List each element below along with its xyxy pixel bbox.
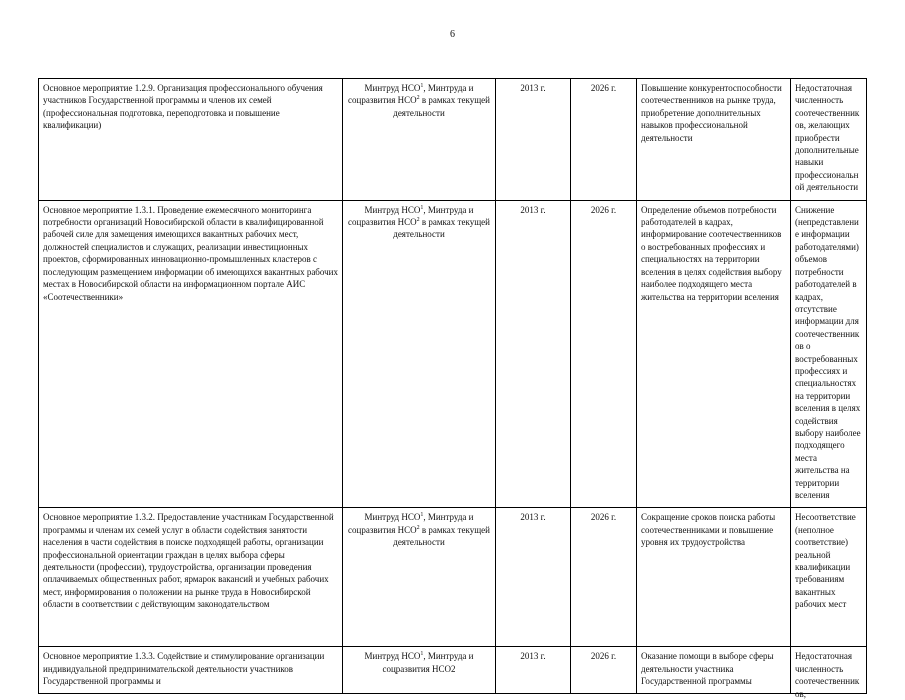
footnote-mark: 1: [420, 204, 424, 211]
risk-text: Недостаточная численность соотечественников,: [795, 651, 860, 699]
executor-cell: [343, 647, 496, 694]
executor-text: в рамках текущей деятельности: [393, 217, 490, 240]
footnote-mark: 1: [420, 512, 424, 519]
executor-text: , Минтруда и соцразвития НСО: [348, 83, 474, 106]
risk-cell: Недостаточная численность соотечественников, желающих приобрести дополнительные навыки профессиональной деятельности: [791, 79, 867, 201]
risk-cell: Снижение (непредставление информации работодателями) объемов потребности работодателей в кадрах, отсутствие информации для соотечественников о востребованных профессиях и специальностях на территории вселения в целях содействия выбору наиболее подходящего места жительства на территории вселения: [791, 200, 867, 508]
end-year-cell: 2026 г.: [571, 200, 637, 508]
executor-text: Минтруд НСО: [364, 512, 421, 523]
footnote-mark: 2: [416, 524, 420, 531]
executor-cell: [343, 508, 496, 647]
event-cell: Основное мероприятие 1.2.9. Организация профессионального обучения участников Государственной программы и членов их семей (профессиональная подготовка, переподготовка и повышение квалификации): [39, 79, 343, 201]
event-cell: Основное мероприятие 1.3.2. Предоставление участникам Государственной программы и членам их семей услуг в области содействия занятости населения в части содействия в поиске подходящей работы, организации профессиональной ориентации граждан в целях выбора сферы деятельности (профессии), трудоустройства, организации проведения оплачиваемых общественных работ, ярмарок вакансий и учебных рабочих мест, информирования о положении на рынке труда в Новосибирской области в соответствии с действующим законодательством: [39, 508, 343, 647]
end-year-cell: 2026 г.: [571, 79, 637, 201]
expected-result-cell: [637, 647, 791, 694]
footnote-mark: 1: [420, 651, 424, 658]
executor-text: , Минтруда и соцразвития НСО: [348, 512, 474, 535]
risk-cell: Несоответствие (неполное соответствие) реальной квалификации требованиям вакантных рабочих мест: [791, 508, 867, 647]
end-year-cell: 2026 г.: [571, 508, 637, 647]
footnote-mark: 2: [416, 217, 420, 224]
start-year-cell: 2013 г.: [496, 508, 571, 647]
start-year-cell: 2013 г.: [496, 647, 571, 694]
result-text: Оказание помощи в выборе сферы деятельности участника Государственной программы: [641, 651, 774, 687]
event-text: Основное мероприятие 1.3.3. Содействие и стимулирование организации индивидуальной предпринимательской деятельности участников Государственной программы и: [43, 651, 325, 687]
footnote-mark: 2: [416, 95, 420, 102]
event-cell: [39, 647, 343, 694]
executor-cell: [343, 200, 496, 508]
table-row: [39, 200, 867, 508]
end-year-cell: 2026 г.: [571, 647, 637, 694]
executor-text: Минтруд НСО: [364, 204, 421, 215]
program-events-table: [38, 78, 867, 699]
footnote-mark: 1: [420, 83, 424, 89]
executor-text: Минтруд НСО: [364, 83, 421, 93]
executor-text: , Минтруда и соцразвития НСО: [348, 204, 474, 228]
start-year-cell: 2013 г.: [496, 79, 571, 201]
executor-cell: [343, 79, 496, 201]
table-row: [39, 508, 867, 647]
risk-cell: [791, 647, 867, 699]
executor-text: , Минтруда и соцразвития НСО2: [382, 651, 474, 674]
executor-text-wrap: [347, 650, 491, 687]
expected-result-cell: Повышение конкурентоспособности соотечественников на рынке труда, приобретение дополнительных навыков профессиональной деятельности: [637, 79, 791, 201]
page-number: 6: [450, 29, 455, 40]
table-row: [39, 647, 867, 694]
executor-text: в рамках текущей деятельности: [393, 95, 490, 118]
table-row: [39, 79, 867, 201]
executor-text: Минтруд НСО: [364, 651, 421, 662]
event-cell: Основное мероприятие 1.3.1. Проведение ежемесячного мониторинга потребности организаций Новосибирской области в квалифицированной рабочей силе для замещения имеющихся вакантных рабочих мест, должностей специалистов и служащих, реализации инвестиционных проектов, сформированных инновационно-промышленных кластеров с последующим размещением информации об имеющихся вакантных рабочих местах в Новосибирской области на информационном портале АИС «Соотечественники»: [39, 200, 343, 508]
executor-text: в рамках текущей деятельности: [393, 524, 490, 548]
expected-result-cell: Определение объемов потребности работодателей в кадрах, информирование соотечественников о востребованных профессиях и специальностях на территории вселения в целях содействия выбору наиболее подходящего места жительства на территории вселения: [637, 200, 791, 508]
start-year-cell: 2013 г.: [496, 200, 571, 508]
expected-result-cell: Сокращение сроков поиска работы соотечественниками и повышение уровня их трудоустройства: [637, 508, 791, 647]
